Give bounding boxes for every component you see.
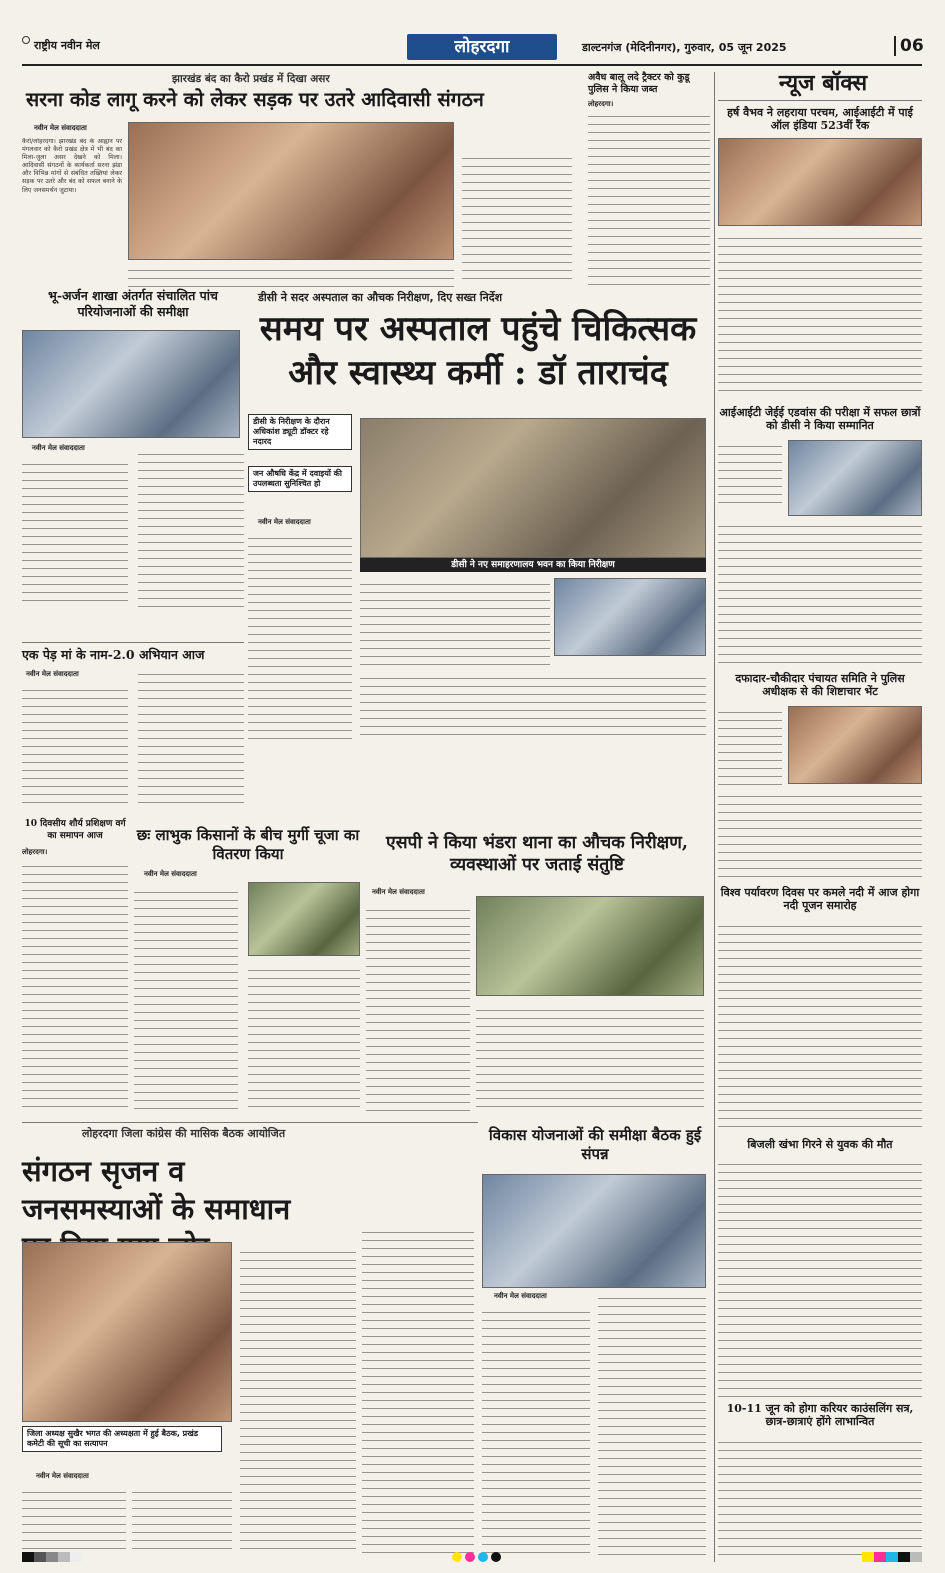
story-body <box>22 684 128 804</box>
bike-rally-photo <box>128 122 454 260</box>
story-kicker: डीसी ने सदर अस्पताल का औचक निरीक्षण, दिए सख्त निर्देश <box>258 291 503 304</box>
story-divider <box>22 642 244 643</box>
section-pill <box>407 34 557 60</box>
bullet-text: जिला अध्यक्ष सुखैर भगत की अध्यक्षता में हुई बैठक, प्रखंड कमेटी की सूची का सत्यापन <box>27 1429 199 1448</box>
masthead-rule <box>22 64 922 66</box>
story-headline: संगठन सृजन व जनसमस्याओं के समाधान <box>22 1154 291 1226</box>
story-body <box>134 886 238 1112</box>
sidebar-item-2-headline: आईआईटी जेईई एडवांस की परीक्षा में सफल छात्रों को डीसी ने किया सम्मानित <box>719 406 921 432</box>
story-lead: कैरो/लोहरदगा। झारखंड बंद के आह्वान पर मंगलवार को कैरो प्रखंड क्षेत्र में भी बंद का मिला-जुला असर देखने को मिला। आदिवासी संगठनों के कार्यकर्ता सरना झंडा और विभिन्न मांगों से संबंधित तख्तियां लेकर सड़क पर उतरे और बंद को सफल बनाने के लिए जनसमर्थन जुटाया। <box>22 138 122 194</box>
story-sarna-code <box>22 72 578 282</box>
review-meeting-photo <box>482 1174 706 1288</box>
registration-dots <box>452 1552 502 1562</box>
story-headline: एक पेड़ मां के नाम-2.0 अभियान आज <box>22 647 205 662</box>
print-registration-strip <box>22 1550 922 1564</box>
story-byline: नवीन मेल संवाददाता <box>36 1472 89 1480</box>
story-sp-inspection <box>366 832 708 1122</box>
registration-mark-left <box>22 36 30 44</box>
caption-text: डीसी ने नए समाहरणालय भवन का किया निरीक्षण <box>451 560 615 570</box>
story-hospital-inspection <box>248 290 708 750</box>
story-body-col3 <box>240 1246 356 1556</box>
story-headline: 10 दिवसीय शौर्य प्रशिक्षण वर्ग का समापन आज <box>24 819 126 841</box>
story-body-col2 <box>132 1486 232 1556</box>
sidebar-item-6-headline: 10-11 जून को होगा करियर काउंसलिंग सत्र, छात्र-छात्राएं होंगे लाभान्वित <box>726 1402 914 1428</box>
sidebar-item-2-body <box>718 520 922 664</box>
story-kicker: लोहरदगा जिला कांग्रेस की मासिक बैठक आयोजित <box>82 1127 286 1140</box>
congress-meeting-photo <box>22 1242 232 1422</box>
sidebar-item-4-body <box>718 920 922 1130</box>
story-byline: लोहरदगा। <box>22 848 48 856</box>
sidebar-item-6-body <box>718 1436 922 1562</box>
student-portraits-photo <box>718 138 922 226</box>
sidebar-item-5-body <box>718 1158 922 1398</box>
story-bullet <box>22 1426 222 1452</box>
story-byline: लोहरदगा। <box>588 100 614 108</box>
section-title: लोहरदगा <box>454 37 510 57</box>
page-number: 06 <box>894 36 924 56</box>
story-body <box>588 110 710 286</box>
color-swatch-strip-left <box>22 1552 82 1562</box>
sidebar-item-3-headline: दफादार-चौकीदार पंचायत समिति ने पुलिस अधीक्षक से की शिष्टाचार भेंट <box>735 672 905 698</box>
sidebar-item-1-body <box>718 232 922 398</box>
police-station-photo <box>476 896 704 996</box>
story-bullet-2 <box>248 466 352 492</box>
collectorate-photo <box>554 578 706 656</box>
story-body-col2 <box>138 668 244 804</box>
story-byline: नवीन मेल संवाददाता <box>32 444 85 452</box>
story-headline: विकास योजनाओं की समीक्षा बैठक हुई संपन्न <box>488 1126 702 1163</box>
paper-name: राष्ट्रीय नवीन मेल <box>34 39 100 52</box>
story-byline: नवीन मेल संवाददाता <box>372 888 425 896</box>
story-congress-meeting <box>22 1122 478 1562</box>
yellow-dot <box>452 1552 462 1562</box>
police-meeting-photo <box>788 706 922 784</box>
story-body <box>366 904 470 1114</box>
chicks-photo <box>248 882 360 956</box>
story-chicks-distribution <box>134 826 362 1116</box>
story-kicker: झारखंड बंद का कैरो प्रखंड में दिखा असर <box>172 73 330 85</box>
photo-caption-text <box>128 264 454 288</box>
dateline: डाल्टनगंज (मेदिनीनगर), गुरुवार, 05 जून 2025 <box>582 41 787 54</box>
story-body-col2 <box>138 448 244 608</box>
story-sand-tractor <box>588 72 710 286</box>
story-byline: नवीन मेल संवाददाता <box>144 870 197 878</box>
story-body-col2 <box>598 1292 706 1556</box>
story-headline-line1: समय पर अस्पताल पहुंचे चिकित्सक <box>259 309 697 349</box>
news-box-sidebar <box>718 70 922 1562</box>
bullet-text: डीसी के निरीक्षण के दौरान अधिकांश ड्यूटी डॉक्टर रहे नदारद <box>253 417 330 446</box>
story-byline: नवीन मेल संवाददाता <box>34 124 87 132</box>
sidebar-item-1-headline: हर्ष वैभव ने लहराया परचम, आईआईटी में पाई ऑल इंडिया 523वीं रैंक <box>727 106 913 132</box>
sidebar-item-2-body-left <box>718 440 782 504</box>
photo-caption <box>360 558 706 572</box>
story-body <box>22 1486 126 1556</box>
story-training-camp <box>22 818 128 1118</box>
story-byline: नवीन मेल संवाददाता <box>494 1292 547 1300</box>
sidebar-item-5-headline: बिजली खंभा गिरने से युवक की मौत <box>747 1138 893 1151</box>
story-body-cols <box>360 672 706 742</box>
story-body <box>22 860 128 1110</box>
sidebar-item-3-body <box>718 790 922 880</box>
sidebar-title: न्यूज बॉक्स <box>778 70 868 96</box>
color-swatch-strip-right <box>862 1552 922 1562</box>
story-body <box>22 458 128 608</box>
story-byline: नवीन मेल संवाददाता <box>26 670 79 678</box>
honour-ceremony-photo <box>788 440 922 516</box>
story-body-cols <box>476 1004 704 1114</box>
column-divider <box>714 72 715 1562</box>
inspection-photo <box>360 418 706 558</box>
story-byline: नवीन मेल संवाददाता <box>258 518 311 526</box>
magenta-dot <box>465 1552 475 1562</box>
meeting-photo <box>22 330 240 438</box>
story-headline: भू-अर्जन शाखा अंतर्गत संचालित पांच परियोजनाओं की समीक्षा <box>48 288 218 319</box>
story-body <box>482 1306 590 1556</box>
story-headline: एसपी ने किया भंडरा थाना का औचक निरीक्षण, व्यवस्थाओं पर जताई संतुष्टि <box>386 833 688 875</box>
story-tree-campaign <box>22 642 244 812</box>
story-headline: अवैध बालू लदे ट्रैक्टर को कुडू पुलिस ने किया जब्त <box>588 72 690 95</box>
story-headline: छः लाभुक किसानों के बीच मुर्गी चूजा का वितरण किया <box>136 826 360 863</box>
story-body-col4 <box>362 1226 474 1556</box>
sidebar-item-4-headline: विश्व पर्यावरण दिवस पर कमले नदी में आज होगा नदी पूजन समारोह <box>720 886 920 912</box>
story-headline: सरना कोड लागू करने को लेकर सड़क पर उतरे आदिवासी संगठन <box>26 88 484 111</box>
story-body-col2 <box>248 964 360 1112</box>
black-dot <box>491 1552 501 1562</box>
story-bullet-1 <box>248 414 352 450</box>
bullet-text: जन औषधि केंद्र में दवाइयों की उपलब्धता सुनिश्चित हो <box>253 469 342 488</box>
story-body <box>248 532 352 742</box>
caption-body <box>360 578 550 668</box>
story-development-review <box>482 1126 708 1562</box>
sidebar-item-3-body-left <box>718 706 782 786</box>
story-divider <box>22 1122 478 1123</box>
masthead <box>22 30 922 66</box>
story-continuation <box>462 152 572 282</box>
sidebar-title-rule <box>718 100 922 101</box>
story-land-acquisition <box>22 288 244 628</box>
story-headline-line2: और स्वास्थ्य कर्मी : डॉ ताराचंद <box>288 353 668 393</box>
cyan-dot <box>478 1552 488 1562</box>
